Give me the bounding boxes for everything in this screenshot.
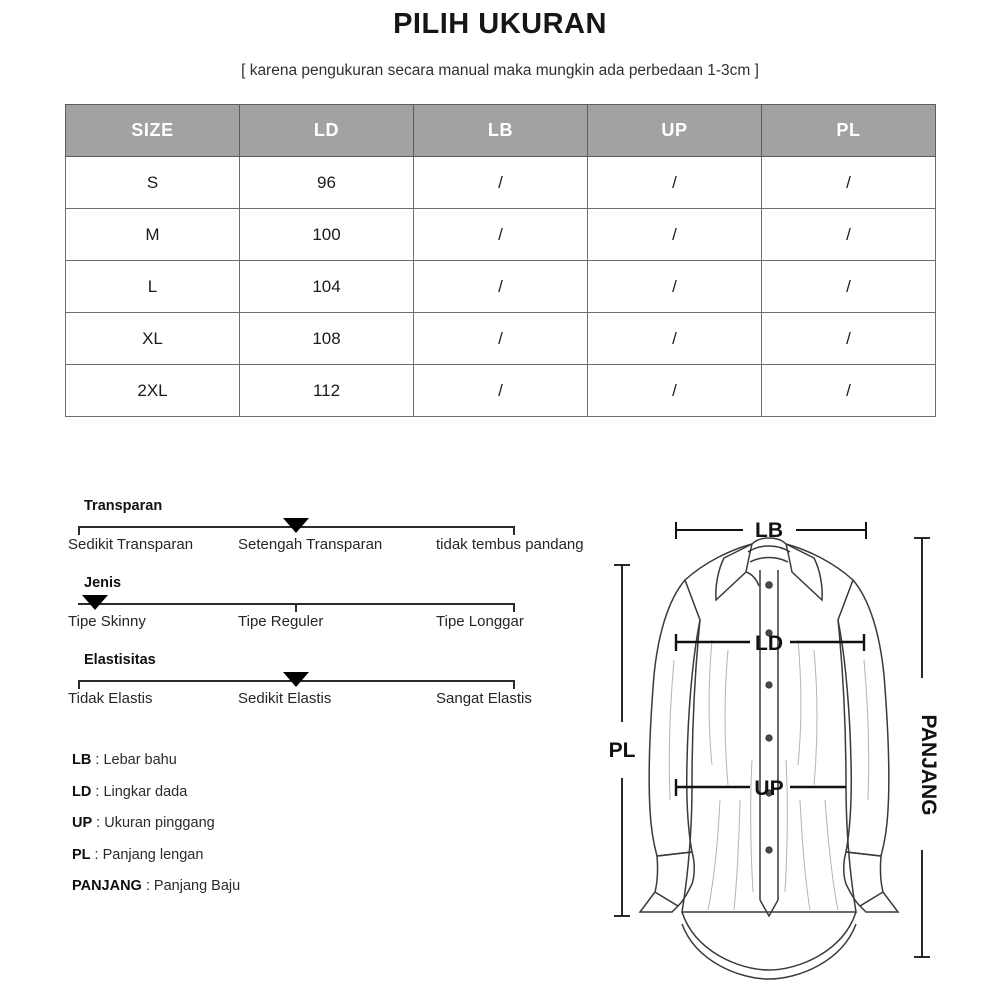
scale-label: Sedikit Transparan <box>68 536 194 553</box>
scale-title: Elastisitas <box>84 652 156 668</box>
cell-lb: / <box>414 157 588 209</box>
legend-separator: : <box>91 783 104 800</box>
column-header-pl: PL <box>762 105 936 157</box>
fabric-folds <box>669 640 869 910</box>
scale-jenis <box>68 575 598 635</box>
legend-abbr: UP <box>72 815 93 831</box>
legend-item <box>72 752 402 768</box>
cell-lb: / <box>414 209 588 261</box>
cell-up: / <box>588 261 762 313</box>
scale-label: Sangat Elastis <box>436 690 532 707</box>
cell-up: / <box>588 365 762 417</box>
cell-size: L <box>66 261 240 313</box>
scale-label: Tidak Elastis <box>68 690 153 707</box>
measurement-label-lb: LB <box>755 519 783 542</box>
table-row <box>66 157 936 209</box>
cell-ld: 108 <box>240 313 414 365</box>
cell-ld: 112 <box>240 365 414 417</box>
cell-ld: 100 <box>240 209 414 261</box>
page-subtitle: [ karena pengukuran secara manual maka mungkin ada perbedaan 1-3cm ] <box>241 62 759 79</box>
legend-item <box>72 815 402 831</box>
table-header-row <box>66 105 936 157</box>
scale-transparan <box>68 498 598 558</box>
measurement-label-panjang: PANJANG <box>917 714 940 816</box>
measurement-label-pl: PL <box>608 739 636 762</box>
scale-tick-mid <box>295 603 297 612</box>
legend-separator: : <box>141 878 154 894</box>
legend-item <box>72 878 402 894</box>
cell-pl: / <box>762 157 936 209</box>
legend-item <box>72 847 402 863</box>
scale-label: Setengah Transparan <box>238 536 383 553</box>
legend-text: Lingkar dada <box>103 783 188 800</box>
cell-size: M <box>66 209 240 261</box>
size-table <box>65 104 936 417</box>
button-icon <box>766 735 772 741</box>
shirt-buttons <box>766 582 773 854</box>
column-header-lb: LB <box>414 105 588 157</box>
legend-abbr: LD <box>72 783 92 800</box>
column-header-size: SIZE <box>66 105 240 157</box>
table-row <box>66 209 936 261</box>
legend-text: Lebar bahu <box>103 752 177 768</box>
scale-label: tidak tembus pandang <box>436 536 584 553</box>
measurement-label-ld: LD <box>755 632 783 655</box>
table-row <box>66 261 936 313</box>
legend-abbr: PANJANG <box>72 878 142 894</box>
legend-separator: : <box>92 815 105 831</box>
scale-marker-icon <box>283 672 309 687</box>
scale-bar <box>78 517 515 535</box>
scale-elastisitas <box>68 652 598 712</box>
scale-tick-right <box>513 603 515 612</box>
cell-pl: / <box>762 313 936 365</box>
legend-item <box>72 784 402 800</box>
legend-text: Ukuran pinggang <box>104 815 215 831</box>
legend-abbr: LB <box>72 752 92 768</box>
cell-ld: 96 <box>240 157 414 209</box>
legend-abbr: PL <box>72 846 91 863</box>
button-icon <box>766 582 773 589</box>
legend-text: Panjang Baju <box>153 878 241 894</box>
cell-lb: / <box>414 365 588 417</box>
scale-labels <box>68 536 608 558</box>
legend-separator: : <box>90 846 103 863</box>
button-icon <box>766 847 772 853</box>
cell-up: / <box>588 313 762 365</box>
scale-label: Tipe Skinny <box>68 613 146 630</box>
scale-label: Tipe Reguler <box>238 613 324 630</box>
measurement-label-up: UP <box>754 777 784 800</box>
column-header-up: UP <box>588 105 762 157</box>
abbreviation-legend <box>72 752 402 910</box>
cell-lb: / <box>414 261 588 313</box>
scale-label: Sedikit Elastis <box>238 690 332 707</box>
legend-separator: : <box>91 752 104 768</box>
legend-text: Panjang lengan <box>102 846 204 863</box>
column-header-ld: LD <box>240 105 414 157</box>
scale-title: Jenis <box>84 575 122 591</box>
cell-size: S <box>66 157 240 209</box>
scale-tick-right <box>513 526 515 535</box>
scale-tick-left <box>78 526 80 535</box>
scale-tick-right <box>513 680 515 689</box>
scale-title: Transparan <box>84 498 163 514</box>
cell-up: / <box>588 157 762 209</box>
cell-pl: / <box>762 209 936 261</box>
button-icon <box>766 682 772 688</box>
page-title: PILIH UKURAN <box>393 8 607 40</box>
cell-pl: / <box>762 261 936 313</box>
table-row <box>66 365 936 417</box>
shirt-illustration <box>640 538 898 979</box>
scale-label: Tipe Longgar <box>436 613 524 630</box>
scale-labels <box>68 613 608 635</box>
garment-diagram <box>600 500 1000 990</box>
cell-size: 2XL <box>66 365 240 417</box>
scale-bar <box>78 671 515 689</box>
table-row <box>66 313 936 365</box>
cell-ld: 104 <box>240 261 414 313</box>
cell-pl: / <box>762 365 936 417</box>
cell-size: XL <box>66 313 240 365</box>
scale-marker-icon <box>283 518 309 533</box>
scale-labels <box>68 690 608 712</box>
scale-tick-left <box>78 680 80 689</box>
scale-marker-icon <box>82 595 108 610</box>
scale-bar <box>78 594 515 612</box>
cell-up: / <box>588 209 762 261</box>
cell-lb: / <box>414 313 588 365</box>
